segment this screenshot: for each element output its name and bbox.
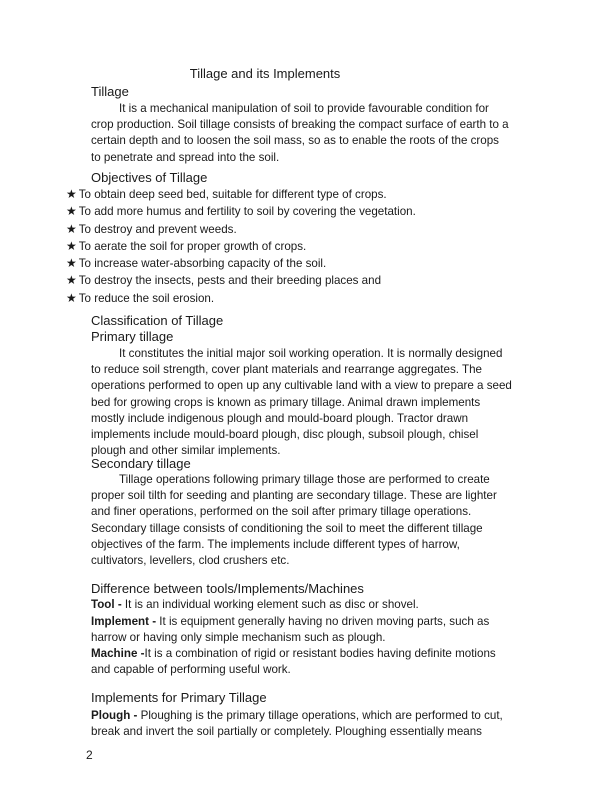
difference-heading: Difference between tools/Implements/Machines [91, 581, 364, 596]
plough-definition: Plough - Ploughing is the primary tillage operations, which are performed to cut, break and invert the soil partially or completely. Ploughing essentially means [91, 709, 503, 739]
page-number: 2 [86, 748, 93, 762]
classification-heading: Classification of Tillage [91, 313, 224, 328]
star-icon: ★ [66, 290, 77, 305]
tillage-paragraph: It is a mechanical manipulation of soil to provide favourable condition for crop production. Soil tillage consists of breaking the compact surface of earth to a certain depth and to loosen the soil mass, so as to enable the roots of the crops to penetrate and spread into the soil. [91, 102, 509, 164]
star-icon: ★ [66, 187, 77, 201]
star-icon: ★ [66, 238, 77, 253]
list-item: ★ To reduce the soil erosion. [66, 290, 215, 305]
list-item: ★ To aerate the soil for proper growth of crops. [66, 238, 307, 253]
implement-definition: Implement - It is equipment generally having no driven moving parts, such as harrow or having only simple mechanism such as plough. [91, 615, 490, 645]
list-item: ★ To increase water-absorbing capacity of the soil. [66, 256, 327, 271]
primary-tillage-heading: Primary tillage [91, 329, 174, 344]
star-icon: ★ [66, 256, 77, 271]
star-icon: ★ [66, 221, 77, 236]
objectives-heading: Objectives of Tillage [91, 170, 208, 185]
list-item: ★ To obtain deep seed bed, suitable for different type of crops. [66, 187, 387, 201]
page-title: Tillage and its Implements [189, 66, 341, 81]
secondary-tillage-heading: Secondary tillage [91, 456, 191, 471]
tillage-heading: Tillage [91, 84, 129, 99]
secondary-tillage-paragraph: Tillage operations following primary tillage those are performed to create proper soil tilth for seeding and planting are secondary tillage. These are lighter and finer operations, performed on the soil after primary tillage operations. Secondary tillage consists of conditioning the soil to meet the different tillage objectives of the farm. The implements include different types of harrow, cultivators, levellers, clod crushers etc. [91, 473, 497, 568]
machine-definition: Machine -It is a combination of rigid or resistant bodies having definite motions and capable of performing useful work. [91, 647, 496, 677]
list-item: ★ To destroy the insects, pests and their breeding places and [66, 273, 382, 288]
primary-implements-heading: Implements for Primary Tillage [91, 690, 267, 705]
primary-tillage-paragraph: It constitutes the initial major soil working operation. It is normally designed to reduce soil strength, cover plant materials and rearrange aggregates. The operations performed to open up any cultivable land with a view to prepare a seed bed for growing crops is known as primary tillage. Animal drawn implements mostly include indigenous plough and mould-board plough. Tractor drawn implements include mould-board plough, disc plough, subsoil plough, chisel plough and other similar implements. [91, 347, 512, 458]
list-item: ★ To destroy and prevent weeds. [66, 221, 237, 236]
star-icon: ★ [66, 273, 77, 288]
star-icon: ★ [66, 204, 77, 219]
objectives-list [66, 186, 416, 307]
tool-definition: Tool - It is an individual working element such as disc or shovel. [91, 598, 419, 611]
list-item: ★ To add more humus and fertility to soil by covering the vegetation. [66, 204, 416, 219]
